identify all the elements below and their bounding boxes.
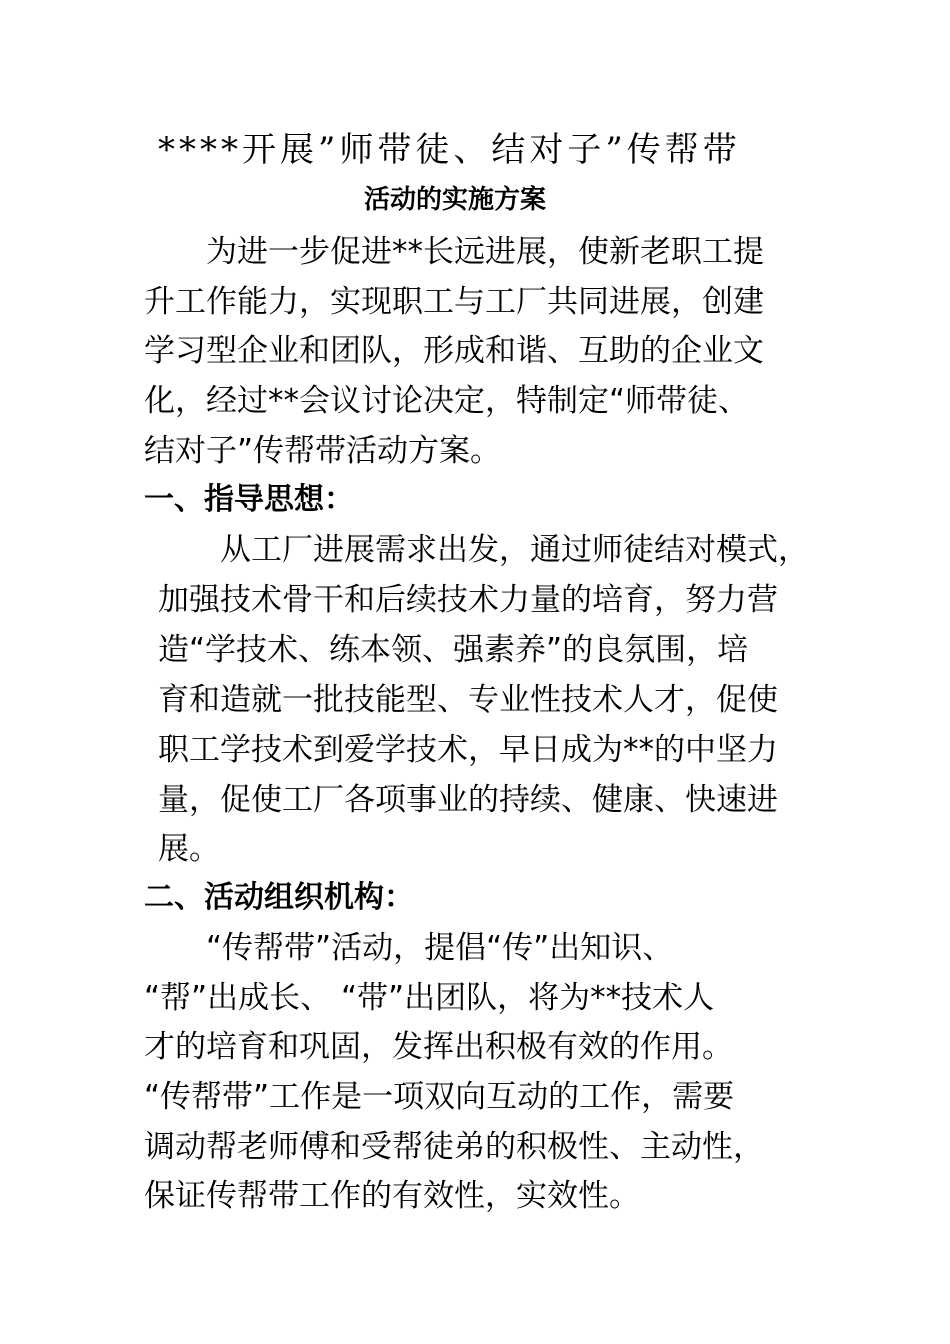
section-1-line: 育和造就一批技能型、专业性技术人才，促使 <box>158 682 778 718</box>
section-1-line: 造“学技术、练本领、强素养”的良氛围，培 <box>158 632 749 668</box>
section-1-line: 展。 <box>158 831 220 867</box>
intro-line: 结对子”传帮带活动方案。 <box>144 433 502 469</box>
document-title-line-2: 活动的实施方案 <box>364 185 547 215</box>
section-2-heading: 二、活动组织机构： <box>144 880 414 915</box>
section-1-line: 从工厂进展需求出发，通过师徒结对模式， <box>220 532 809 568</box>
section-2-line: “帮”出成长、 “带”出团队，将为**技术人 <box>144 980 715 1016</box>
section-2-line: 保证传帮带工作的有效性，实效性。 <box>144 1178 640 1214</box>
section-2-line: 调动帮老师傅和受帮徒弟的积极性、主动性， <box>144 1129 764 1165</box>
document-title-line-1: ****开展”师带徒、结对子”传帮带 <box>158 130 741 170</box>
section-2-line: “传帮带”工作是一项双向互动的工作，需要 <box>144 1079 735 1115</box>
section-1-line: 职工学技术到爱学技术，早日成为**的中坚力 <box>158 732 778 768</box>
intro-line: 为进一步促进**长远进展，使新老职工提 <box>206 234 764 270</box>
section-1-heading: 一、指导思想： <box>144 482 354 517</box>
section-1-line: 量，促使工厂各项事业的持续、健康、快速进 <box>158 782 778 818</box>
intro-line: 学习型企业和团队，形成和谐、互助的企业文 <box>144 333 764 369</box>
intro-line: 升工作能力，实现职工与工厂共同进展，创建 <box>144 284 764 320</box>
section-2-line: 才的培育和巩固，发挥出积极有效的作用。 <box>144 1029 733 1065</box>
section-2-line: “传帮带”活动，提倡“传”出知识、 <box>206 930 674 966</box>
intro-line: 化，经过**会议讨论决定，特制定“师带徒、 <box>144 383 750 419</box>
section-1-line: 加强技术骨干和后续技术力量的培育，努力营 <box>158 582 778 618</box>
